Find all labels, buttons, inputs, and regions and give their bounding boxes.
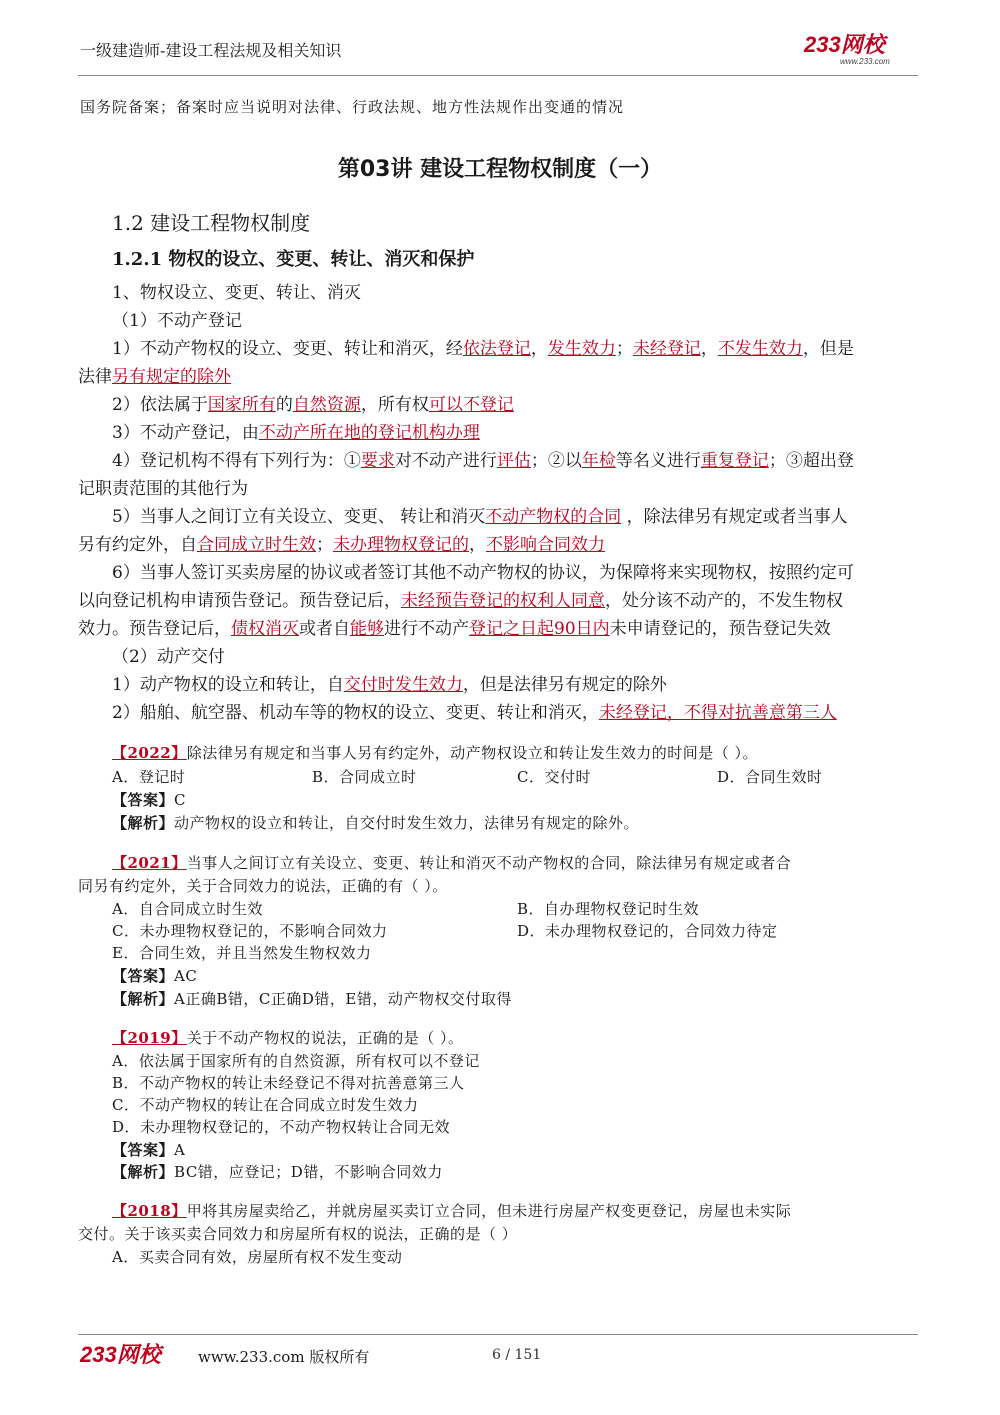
para-6-cont: 以向登记机构申请预告登记。预告登记后，未经预告登记的权利人同意，处分该不动产的，不发生物权 [78,591,843,611]
question-2022-analysis: 【解析】动产物权的设立和转让，自交付时发生效力，法律另有规定的除外。 [112,814,640,832]
section-heading: 1.2 建设工程物权制度 [112,211,311,235]
page-number: 6 / 151 [492,1347,542,1363]
subsection-heading: 1.2.1 物权的设立、变更、转让、消灭和保护 [112,249,475,270]
para-6-cont-2: 效力。预告登记后，债权消灭或者自能够进行不动产登记之日起90日内未申请登记的，预告登记失效 [78,619,831,639]
subheading-1: （1）不动产登记 [112,311,242,331]
subheading-2: （2）动产交付 [112,647,225,667]
question-2021-answer: 【答案】AC [112,967,198,985]
para-4: 4）登记机构不得有下列行为：①要求对不动产进行评估；②以年检等名义进行重复登记；③超出登 [112,451,854,471]
logo-text: 233网校 [804,32,885,57]
question-2019-analysis: 【解析】BC错，应登记；D错，不影响合同效力 [112,1163,443,1181]
para-3: 3）不动产登记，由不动产所在地的登记机构办理 [112,423,480,443]
question-2019-option-c: C．不动产物权的转让在合同成立时发生效力 [112,1096,419,1114]
para-4-cont: 记职责范围的其他行为 [78,479,248,499]
question-2021-options-cd: C．未办理物权登记的，不影响合同效力 D．未办理物权登记的，合同效力待定 [112,922,778,940]
question-2019-answer: 【答案】A [112,1141,186,1159]
logo-url: www.233.com [840,57,890,66]
para-5-cont: 另有约定外，自合同成立时生效；未办理物权登记的，不影响合同效力 [78,535,605,555]
footer-site[interactable]: www.233.com 版权所有 [198,1348,370,1366]
question-2022-stem: 【2022】除法律另有规定和当事人另有约定外，动产物权设立和转让发生效力的时间是（ ）。 [112,744,759,762]
question-2019-option-b: B．不动产物权的转让未经登记不得对抗善意第三人 [112,1074,465,1092]
question-2021-stem: 【2021】当事人之间订立有关设立、变更、转让和消灭不动产物权的合同，除法律另有规定或者合 [112,854,792,872]
question-2018-option-a: A．买卖合同有效，房屋所有权不发生变动 [112,1248,403,1266]
question-2018-stem-cont: 交付。关于该买卖合同效力和房屋所有权的说法，正确的是（ ） [78,1225,518,1243]
question-2022-options: A．登记时 B．合同成立时 C．交付时 D．合同生效时 [112,768,823,786]
footer-divider [78,1334,918,1335]
question-2021-option-e: E．合同生效，并且当然发生物权效力 [112,944,372,962]
header-title: 一级建造师-建设工程法规及相关知识 [80,41,342,60]
question-2019-option-d: D．未办理物权登记的，不动产物权转让合同无效 [112,1118,451,1136]
para-1: 1）不动产物权的设立、变更、转让和消灭，经依法登记，发生效力；未经登记，不发生效力，但是 [112,339,854,359]
footer-logo-icon [78,1340,188,1368]
para-5: 5）当事人之间订立有关设立、变更、 转让和消灭不动产物权的合同 ，除法律另有规定或者当事人 [112,507,848,527]
header-divider [78,75,918,76]
question-2021-analysis: 【解析】A正确B错，C正确D错，E错，动产物权交付取得 [112,990,512,1008]
para-1-cont: 法律另有规定的除外 [78,367,231,387]
heading-1: 1、物权设立、变更、转让、消灭 [112,283,361,303]
lecture-title: 第03讲 建设工程物权制度（一） [337,157,663,182]
logo-icon [800,30,920,70]
para-6: 6）当事人签订买卖房屋的协议或者签订其他不动产物权的协议，为保障将来实现物权，按照约定可 [112,563,854,583]
para-2: 2）依法属于国家所有的自然资源，所有权可以不登记 [112,395,514,415]
question-2021-stem-cont: 同另有约定外，关于合同效力的说法，正确的有（ ）。 [78,877,448,895]
question-2022-answer: 【答案】C [112,791,186,809]
question-2021-options-ab: A．自合同成立时生效 B．自办理物权登记时生效 [112,900,700,918]
para-7: 1）动产物权的设立和转让，自交付时发生效力，但是法律另有规定的除外 [112,675,667,695]
intro-text: 国务院备案；备案时应当说明对法律、行政法规、地方性法规作出变通的情况 [80,98,625,116]
para-8: 2）船舶、航空器、机动车等的物权的设立、变更、转让和消灭，未经登记，不得对抗善意第三人 [112,703,837,723]
question-2019-stem: 【2019】关于不动产物权的说法，正确的是（ ）。 [112,1029,464,1047]
question-2019-option-a: A．依法属于国家所有的自然资源，所有权可以不登记 [112,1052,480,1070]
question-2018-stem: 【2018】甲将其房屋卖给乙，并就房屋买卖订立合同，但未进行房屋产权变更登记，房屋也未实际 [112,1202,792,1220]
footer-logo-text: 233网校 [80,1342,161,1367]
